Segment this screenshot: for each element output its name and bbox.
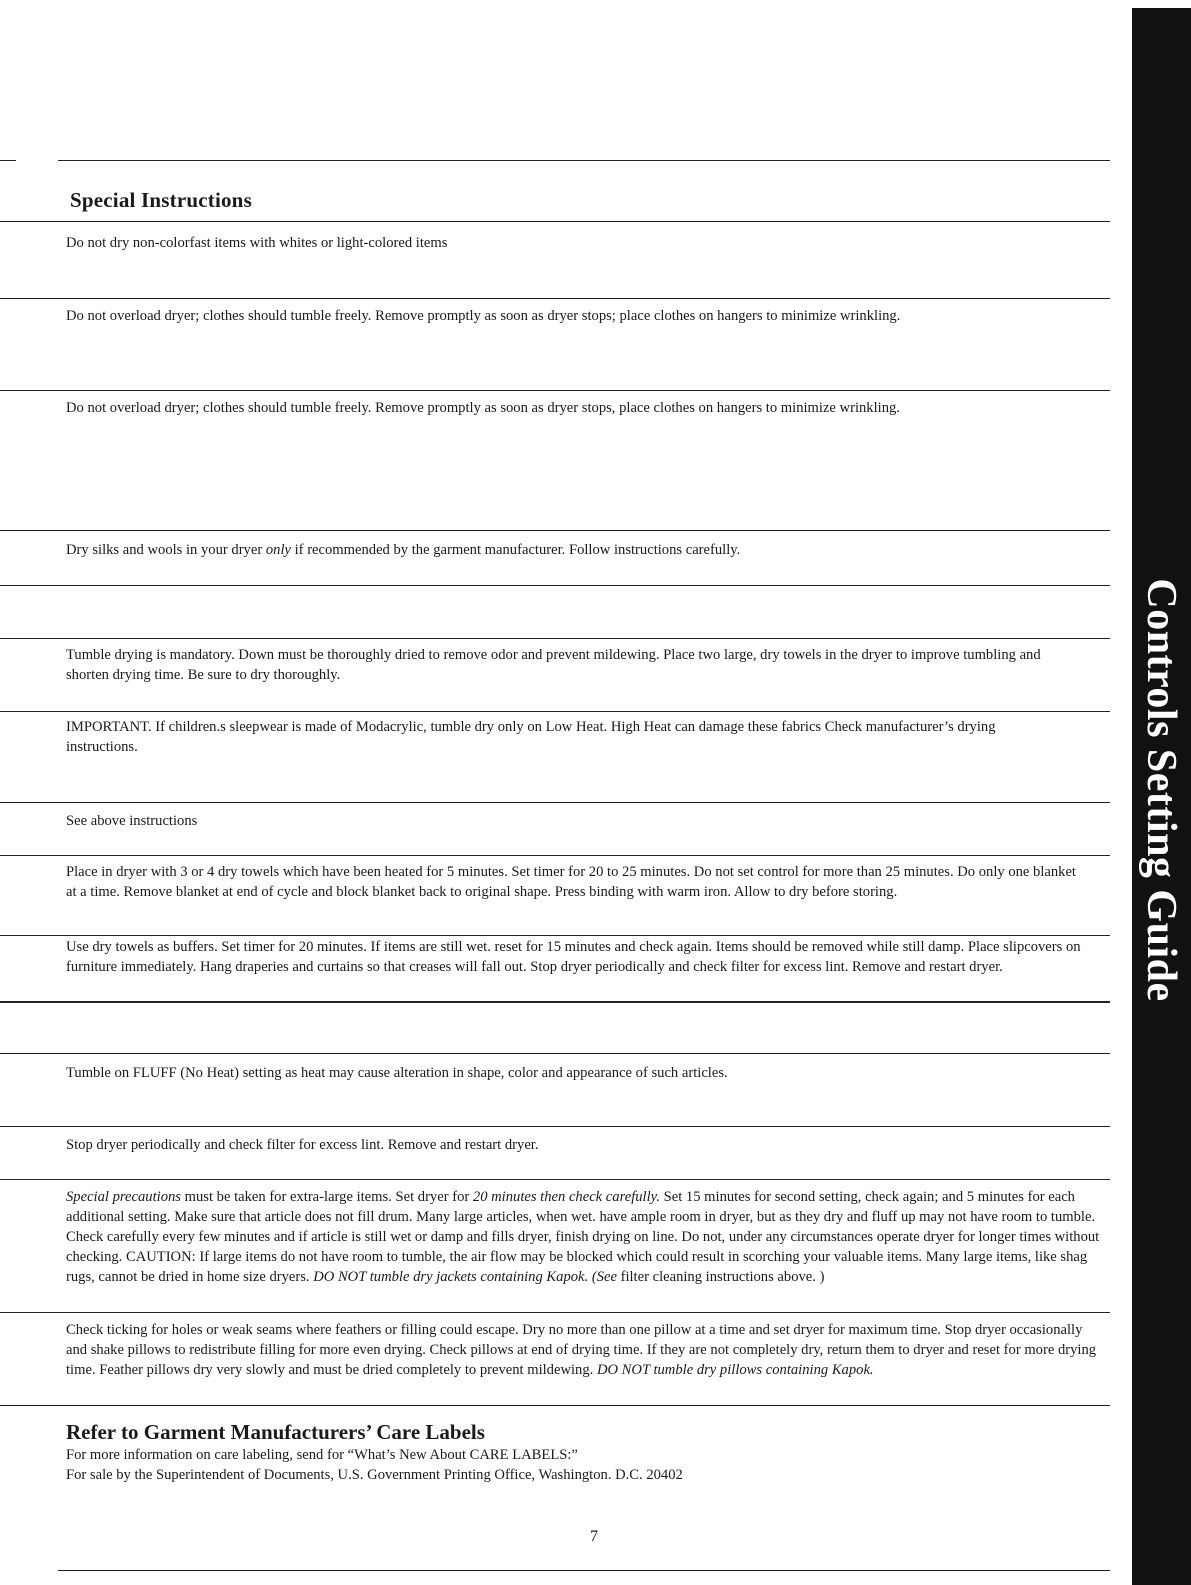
instruction-text: Use dry towels as buffers. Set timer for 20 minutes. If items are still wet. reset for 15 minutes and check again. Items should be removed while still damp. Place slipcovers on furniture immediately. Hang draperies and curtains so that creases will fall out. Stop dryer periodically and check filter for excess lint. Remove and restart dryer. xyxy=(66,939,1081,975)
instruction-text: Do not overload dryer; clothes should tumble freely. Remove promptly as soon as dryer stops; place clothes on hangers to minimize wrinkling. xyxy=(66,308,901,324)
instruction-text: if recommended by the garment manufacturer. Follow instructions carefully. xyxy=(290,542,741,558)
emphasis-text: DO NOT tumble dry jackets containing Kapok. (See xyxy=(313,1269,617,1285)
emphasis-text: DO NOT tumble dry pillows containing Kapok. xyxy=(596,1362,874,1378)
instruction-paragraph xyxy=(66,306,966,326)
bottom-rule xyxy=(58,1570,1110,1571)
instruction-text: must be taken for extra-large items. Set dryer for xyxy=(180,1189,473,1205)
side-tab-title: Controls Setting Guide xyxy=(1138,578,1184,1002)
instruction-text: Place in dryer with 3 or 4 dry towels which have been heated for 5 minutes. Set timer for 20 to 25 minutes. Do not set control for more than 25 minutes. Do only one blanket at a time. Remove blanket at end of cycle and block blanket back to original shape. Press binding with warm iron. Allow to dry before storing. xyxy=(66,864,1076,900)
instruction-paragraph xyxy=(66,540,1096,560)
rule xyxy=(0,1053,1110,1054)
rule xyxy=(0,638,1110,639)
instruction-paragraph xyxy=(66,233,1096,253)
rule xyxy=(0,855,1110,856)
instruction-paragraph xyxy=(66,937,1106,977)
instruction-paragraph xyxy=(66,645,1056,685)
left-margin-tick xyxy=(0,1405,16,1406)
instruction-text: Do not overload dryer; clothes should tumble freely. Remove promptly as soon as dryer stops, place clothes on hangers to minimize wrinkling. xyxy=(66,400,900,416)
instruction-text: Stop dryer periodically and check filter for excess lint. Remove and restart dryer. xyxy=(66,1137,539,1153)
section-title: Special Instructions xyxy=(70,188,252,212)
instruction-paragraph xyxy=(66,862,1076,902)
rule xyxy=(0,1001,1110,1003)
instruction-text: Check ticking for holes or weak seams where feathers or filling could escape. Dry no more than one pillow at a time and set dryer for maximum time. Stop dryer occasionally and shake pillows to redistribute filling for more even drying. Check pillows at end of drying time. If they are not completely dry, return them to dryer and reset for more drying time. Feather pillows dry very slowly and must be dried completely to prevent mildewing. xyxy=(66,1322,1097,1378)
rule xyxy=(0,935,1110,936)
instruction-text: Dry silks and wools in your dryer xyxy=(66,542,266,558)
footer-line-1: For more information on care labeling, send for “What’s New About CARE LABELS:” xyxy=(66,1447,578,1463)
rule xyxy=(0,221,1110,222)
instruction-text: Tumble on FLUFF (No Heat) setting as heat may cause alteration in shape, color and appearance of such articles. xyxy=(66,1065,728,1081)
instruction-text: Do not dry non-colorfast items with whites or light-colored items xyxy=(66,235,448,251)
instruction-text: Tumble drying is mandatory. Down must be thoroughly dried to remove odor and prevent mildewing. Place two large, dry towels in the dryer to improve tumbling and shorten drying time. Be sure to dry thoroughly. xyxy=(66,647,1041,683)
footer-title: Refer to Garment Manufacturers’ Care Labels xyxy=(66,1420,485,1444)
emphasis-text: only xyxy=(265,542,291,558)
instruction-text: See above instructions xyxy=(66,813,198,829)
page-number: 7 xyxy=(590,1528,598,1545)
rule xyxy=(0,1312,1110,1313)
emphasis-text: Special precautions xyxy=(66,1189,181,1205)
rule xyxy=(0,1405,1110,1406)
rule xyxy=(0,1126,1110,1127)
instruction-text: Set 15 minutes for second setting, check again; and 5 minutes for each additional setting. Make sure that article does not fill drum. Many large articles, when wet. have ample room in dryer, but as they dry and fluff up may not have room to tumble. Check carefully every few minutes and if article is still wet or damp and fills dryer, finish drying on line. Do not, under any circumstances operate dryer for longer times without checking. CAUTION: If large items do not have room to tumble, the air flow may be blocked which could result in scorching your valuable items. Many large items, like shag rugs, cannot be dried in home size dryers. xyxy=(66,1189,1100,1285)
footer-line-2: For sale by the Superintendent of Documents, U.S. Government Printing Office, Washington. D.C. 20402 xyxy=(66,1467,683,1483)
instruction-paragraph xyxy=(66,717,1026,757)
instruction-paragraph xyxy=(66,1063,1096,1083)
rule xyxy=(0,585,1110,586)
instruction-paragraph xyxy=(66,1187,1106,1287)
rule xyxy=(0,390,1110,391)
rule xyxy=(0,298,1110,299)
instruction-paragraph xyxy=(66,1135,1096,1155)
left-margin-tick xyxy=(0,160,16,161)
emphasis-text: 20 minutes then check carefully. xyxy=(472,1189,660,1205)
instruction-text: filter cleaning instructions above. ) xyxy=(616,1269,825,1285)
rule xyxy=(0,711,1110,712)
instruction-paragraph xyxy=(66,1320,1106,1380)
instruction-text: IMPORTANT. If children.s sleepwear is made of Modacrylic, tumble dry only on Low Heat. High Heat can damage these fabrics Check manufacturer’s drying instructions. xyxy=(66,719,996,755)
rule xyxy=(0,530,1110,531)
rule xyxy=(0,1179,1110,1180)
instruction-paragraph xyxy=(66,398,966,418)
rule xyxy=(0,802,1110,803)
top-rule xyxy=(58,160,1110,161)
instruction-paragraph xyxy=(66,811,1096,831)
